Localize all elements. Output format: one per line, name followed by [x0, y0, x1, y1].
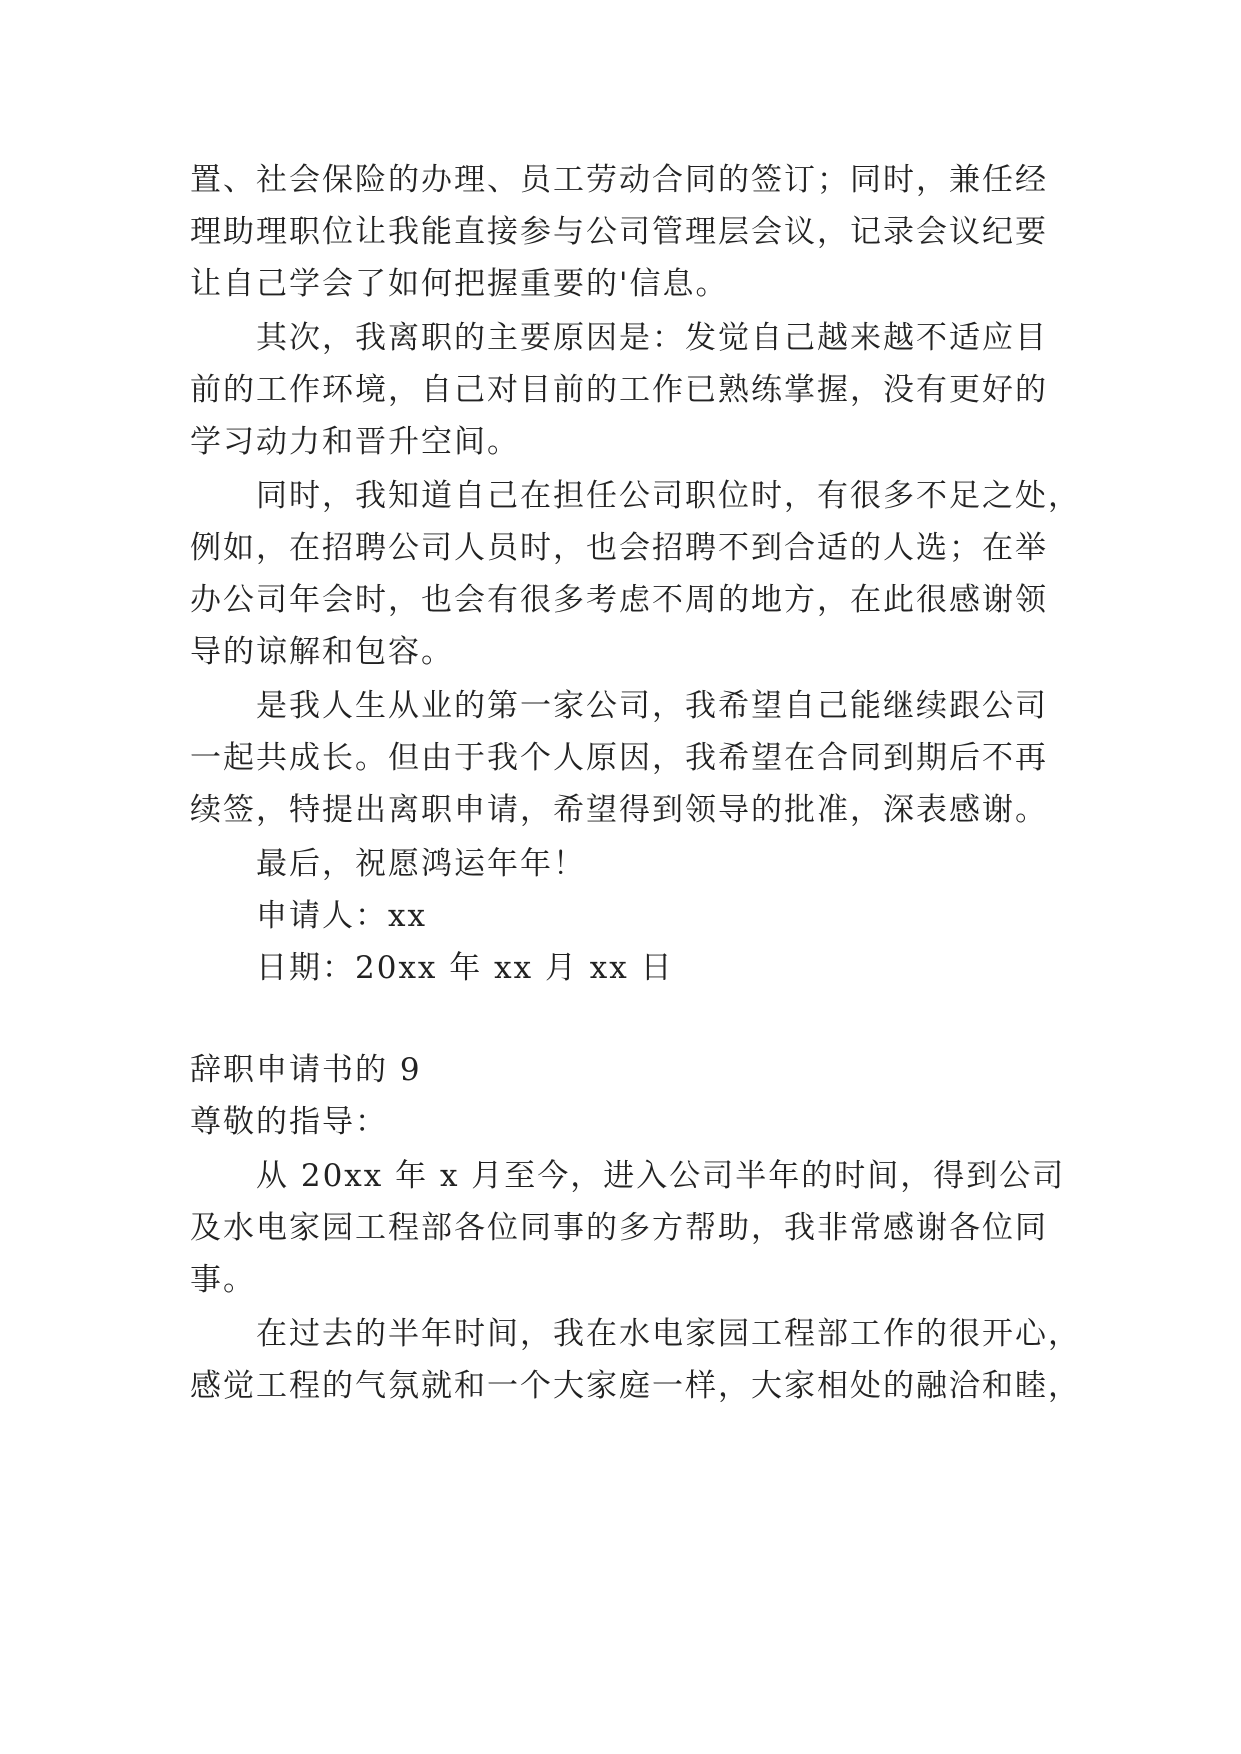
salutation: 尊敬的指导：	[190, 1104, 388, 1140]
paragraph-line: 学习动力和晋升空间。	[190, 424, 520, 460]
paragraph-line: 从 20xx 年 x 月至今，进入公司半年的时间，得到公司	[256, 1158, 1066, 1194]
section-title: 辞职申请书的 9	[190, 1052, 422, 1088]
closing-line: 最后，祝愿鸿运年年！	[256, 846, 586, 882]
date-line: 日期：20xx 年 xx 月 xx 日	[256, 950, 674, 986]
paragraph-line: 理助理职位让我能直接参与公司管理层会议，记录会议纪要	[190, 214, 1048, 250]
paragraph-line: 一起共成长。但由于我个人原因，我希望在合同到期后不再	[190, 740, 1048, 776]
paragraph-line: 其次，我离职的主要原因是：发觉自己越来越不适应目	[256, 320, 1048, 356]
paragraph-line: 同时，我知道自己在担任公司职位时，有很多不足之处，	[256, 478, 1081, 514]
paragraph-line: 办公司年会时，也会有很多考虑不周的地方，在此很感谢领	[190, 582, 1048, 618]
applicant-line: 申请人：xx	[256, 898, 427, 934]
paragraph-line: 让自己学会了如何把握重要的'信息。	[190, 266, 729, 302]
paragraph-line: 感觉工程的气氛就和一个大家庭一样，大家相处的融洽和睦，	[190, 1368, 1081, 1404]
paragraph-line: 置、社会保险的办理、员工劳动合同的签订；同时，兼任经	[190, 162, 1048, 198]
paragraph-line: 续签，特提出离职申请，希望得到领导的批准，深表感谢。	[190, 792, 1048, 828]
paragraph-line: 前的工作环境，自己对目前的工作已熟练掌握，没有更好的	[190, 372, 1048, 408]
paragraph-line: 是我人生从业的第一家公司，我希望自己能继续跟公司	[256, 688, 1048, 724]
paragraph-line: 导的谅解和包容。	[190, 634, 454, 670]
paragraph-line: 事。	[190, 1262, 256, 1298]
paragraph-line: 及水电家园工程部各位同事的多方帮助，我非常感谢各位同	[190, 1210, 1048, 1246]
paragraph-line: 例如，在招聘公司人员时，也会招聘不到合适的人选；在举	[190, 530, 1048, 566]
paragraph-line: 在过去的半年时间，我在水电家园工程部工作的很开心，	[256, 1316, 1081, 1352]
